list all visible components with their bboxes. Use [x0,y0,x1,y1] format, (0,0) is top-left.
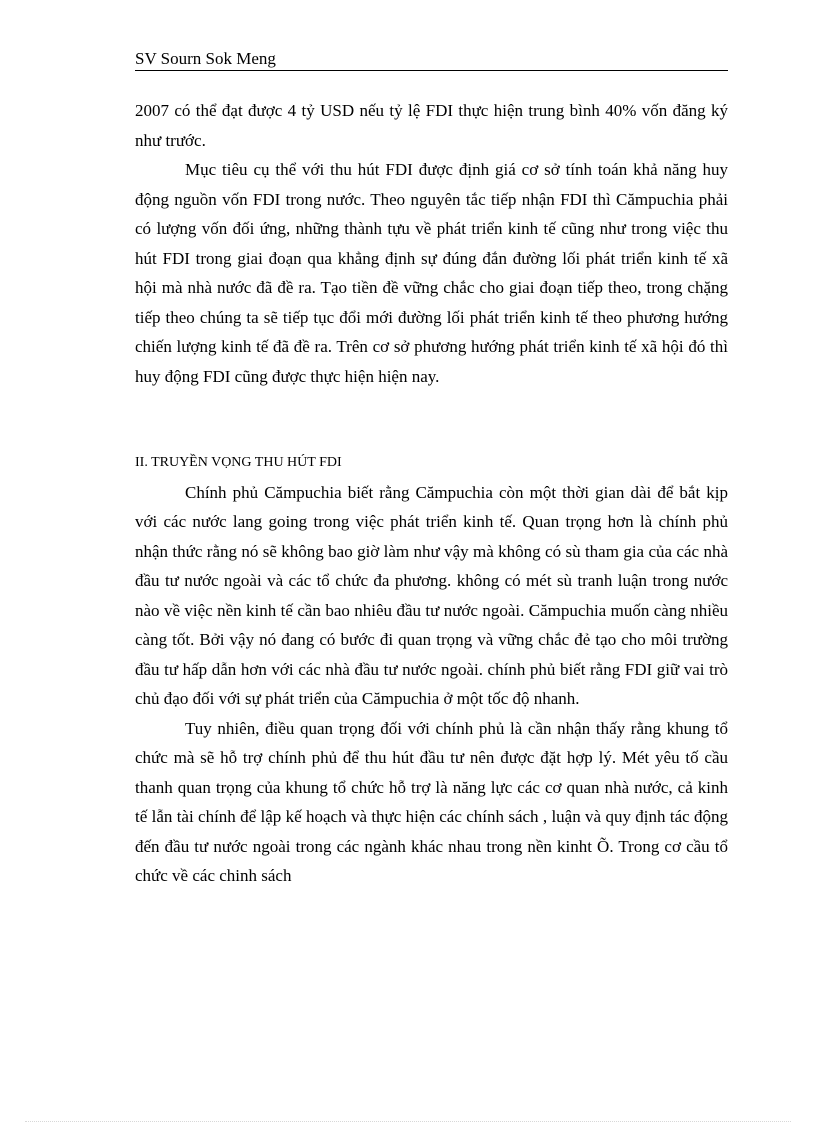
document-body [135,96,728,891]
section-heading: II. TRUYỀN VỌNG THU HÚT FDI [135,455,342,470]
paragraph-continuation: 2007 có thể đạt được 4 tỷ USD nếu tỷ lệ FDI thực hiện trung bình 40% vốn đăng ký như trước. [135,101,728,150]
paragraph-institutional-framework: Tuy nhiên, điều quan trọng đối với chính phủ là cần nhận thấy rằng khung tổ chức mà sẽ hỗ trợ chính phủ để thu hút đầu tư nên được đặt hợp lý. Mét yêu tố cầu thanh quan trọng của khung tổ chức hỗ trợ là năng lực các cơ quan nhà nước, cả kinh tế lẫn tài chính để lập kế hoạch và thực hiện các chính sách , luận và quy định tác động đến đầu tư nước ngoài trong các ngành khác nhau trong nền kinht Õ. Trong cơ cầu tổ chức về các chinh sách [135,718,728,885]
page-bottom-divider [25,1121,791,1122]
header-divider [135,70,728,71]
page-header-author: SV Sourn Sok Meng [135,49,276,68]
paragraph-government-awareness: Chính phủ Cămpuchia biết rằng Cămpuchia còn một thời gian dài để bắt kịp với các nước lang going trong việc phát triển kinh tế. Quan trọng hơn là chính phủ nhận thức rằng nó sẽ không bao giờ làm như vậy mà không có sù tham gia của các nhà đầu tư nước ngoài và các tổ chức đa phương. không có mét sù tranh luận trong nước nào về việc nền kinh tế cần bao nhiêu đầu tư nước ngoài. Cămpuchia muốn càng nhiều càng tốt. Bởi vậy nó đang có bước đi quan trọng và vững chắc đẻ tạo cho môi trường đầu tư hấp dẫn hơn với các nhà đầu tư nước ngoài. chính phủ biết rằng FDI giữ vai trò chủ đạo đối với sự phát triển của Cămpuchia ở một tốc độ nhanh. [135,482,728,708]
paragraph-fdi-targets: Mục tiêu cụ thể với thu hút FDI được định giá cơ sở tính toán khả năng huy động nguồn vốn FDI trong nước. Theo nguyên tắc tiếp nhận FDI thì Cămpuchia phải có lượng vốn đối ứng, những thành tựu về phát triển kinh tế cũng như trong việc thu hút FDI trong giai đoạn qua khẳng định sự đúng đắn đường lối phát triển kinh tế xã hội mà nhà nước đã đề ra. Tạo tiền đề vững chắc cho giai đoạn tiếp theo, trong chặng tiếp theo chúng ta sẽ tiếp tục đổi mới đường lối phát triển kinh tế theo phương hướng chiến lượng kinh tế đã đề ra. Trên cơ sở phương hướng phát triển kinh tế xã hội đó thì huy động FDI cũng được thực hiện hiện nay. [135,160,728,386]
